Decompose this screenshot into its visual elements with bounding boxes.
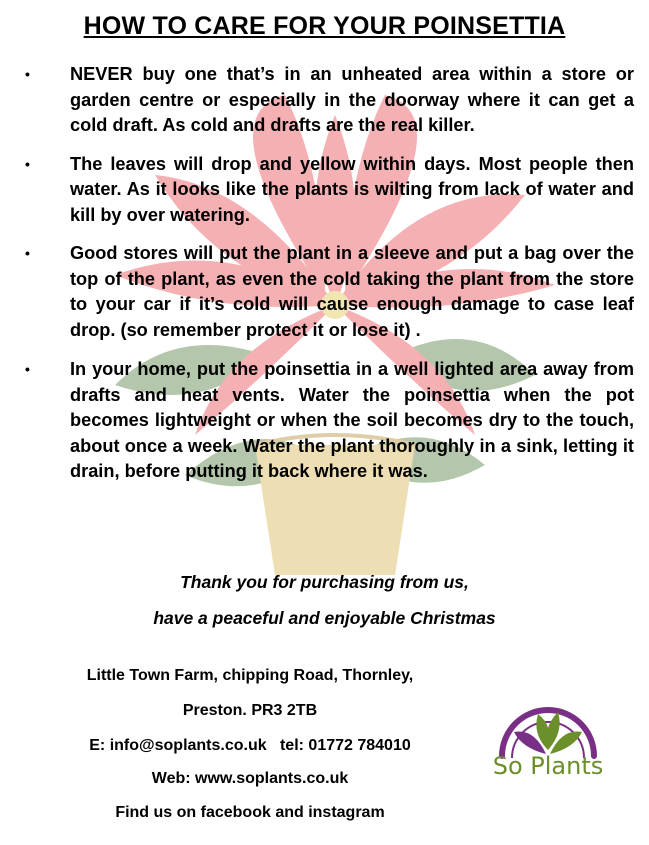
care-tip-text: Good stores will put the plant in a sleeve and put a bag over the top of the plant, as even the cold taking the plant from the store to your car if it’s cold will cause enough damage to case leaf drop. (so remember protect it or lose it) . <box>70 243 634 340</box>
thanks-line-2: have a peaceful and enjoyable Christmas <box>153 608 496 628</box>
thanks-line-1: Thank you for purchasing from us, <box>180 572 469 592</box>
address-line-2: Preston. PR3 2TB <box>182 702 318 719</box>
page-title: HOW TO CARE FOR YOUR POINSETTIA <box>83 12 566 40</box>
care-tip-text: NEVER buy one that’s in an unheated area within a store or garden centre or especially in the doorway where it can get a cold draft. As cold and drafts are the real killer. <box>70 64 634 135</box>
care-tip-1 <box>22 62 634 139</box>
care-tips-list <box>22 62 634 497</box>
care-tip-3 <box>22 241 634 343</box>
website: Web: www.soplants.co.uk <box>151 770 349 787</box>
bullet-dot: • <box>25 361 30 377</box>
social-media: Find us on facebook and instagram <box>115 804 385 821</box>
email-phone: E: info@soplants.co.uk tel: 01772 784010 <box>89 737 411 754</box>
bullet-dot: • <box>25 245 30 261</box>
bullet-dot: • <box>25 155 30 172</box>
logo-wordmark: So Plants <box>492 752 604 780</box>
care-tip-4 <box>22 357 634 485</box>
care-tip-2 <box>22 152 634 229</box>
care-tip-text: In your home, put the poinsettia in a well lighted area away from drafts and heat vents. Water the poinsettia when the pot becomes lightweight or when the soil becomes dry to the touch, about once a week. Water the plant thoroughly in a sink, letting it drain, before putting it back where it was. <box>70 359 634 481</box>
care-tip-text: The leaves will drop and yellow within days. Most people then water. As it looks like the plants is wilting from lack of water and kill by over watering. <box>70 153 634 225</box>
bullet-dot: • <box>25 66 30 82</box>
address-line-1: Little Town Farm, chipping Road, Thornley, <box>86 667 414 684</box>
